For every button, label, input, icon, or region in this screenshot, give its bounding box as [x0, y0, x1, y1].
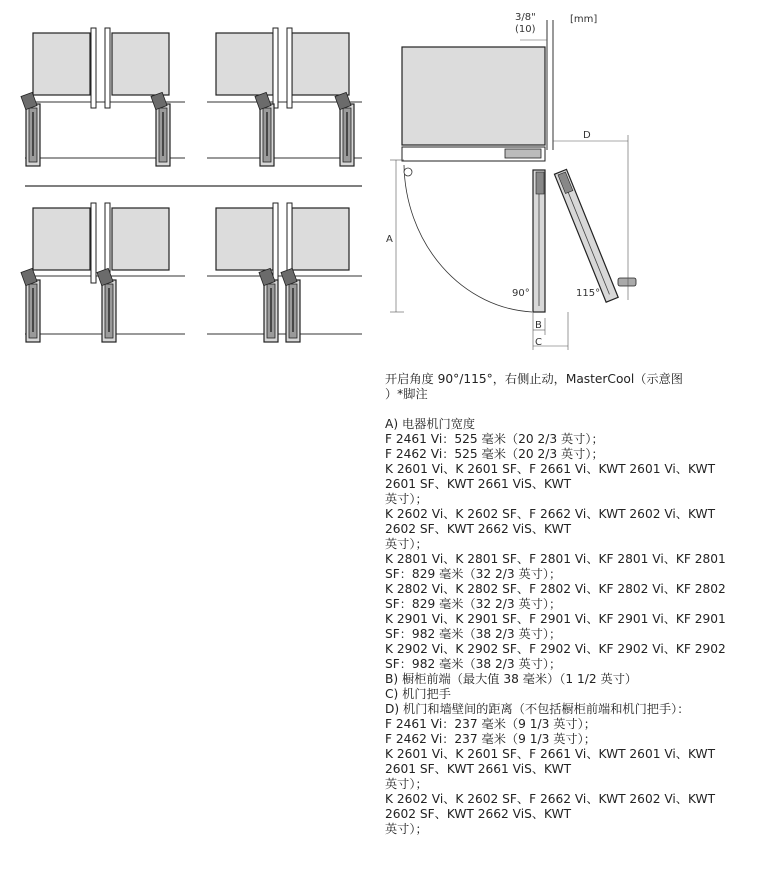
spec-line: K 2601 Vi、K 2601 SF、F 2661 Vi、KWT 2601 Vi、KWT	[385, 747, 716, 761]
spec-line: SF：982 毫米（38 2/3 英寸）；	[385, 657, 562, 671]
spec-line: A) 电器机门宽度	[385, 417, 476, 431]
spec-line: 英寸）；	[385, 777, 428, 791]
spec-line: 2601 SF、KWT 2661 ViS、KWT	[385, 762, 572, 776]
spec-line: K 2902 Vi、K 2902 SF、F 2902 Vi、KF 2902 Vi、KF 2902	[385, 642, 726, 656]
label-mm-value: (10)	[515, 24, 536, 35]
label-a: A	[386, 234, 393, 245]
spec-line: K 2602 Vi、K 2602 SF、F 2662 Vi、KWT 2602 Vi、KWT	[385, 507, 716, 521]
label-inch: 3/8"	[515, 12, 536, 23]
spec-line: K 2602 Vi、K 2602 SF、F 2662 Vi、KWT 2602 Vi、KWT	[385, 792, 716, 806]
caption-line-2: ）*脚注	[385, 387, 428, 401]
spec-line: F 2461 Vi：525 毫米（20 2/3 英寸）；	[385, 432, 604, 446]
label-angle-115: 115°	[576, 288, 601, 299]
diagram-bottom-left	[21, 203, 185, 342]
spec-line: K 2801 Vi、K 2801 SF、F 2801 Vi、KF 2801 Vi、KF 2801	[385, 552, 726, 566]
diagram-top-left	[21, 28, 185, 166]
installation-diagrams	[0, 0, 777, 360]
spec-line: 2602 SF、KWT 2662 ViS、KWT	[385, 522, 572, 536]
spec-line: SF：829 毫米（32 2/3 英寸）；	[385, 567, 562, 581]
label-c: C	[535, 337, 542, 348]
spec-line: SF：982 毫米（38 2/3 英寸）；	[385, 627, 562, 641]
diagram-bottom-right	[207, 203, 362, 342]
label-d: D	[583, 130, 591, 141]
spec-line: F 2461 Vi：237 毫米（9 1/3 英寸）；	[385, 717, 596, 731]
door-opening-drawing	[386, 12, 636, 350]
spec-line: 英寸）；	[385, 492, 428, 506]
spec-line: D) 机门和墙壁间的距离（不包括橱柜前端和机门把手）：	[385, 702, 690, 716]
spec-line: 2602 SF、KWT 2662 ViS、KWT	[385, 807, 572, 821]
diagram-top-right	[207, 28, 362, 166]
label-b: B	[535, 320, 542, 331]
spec-line: 2601 SF、KWT 2661 ViS、KWT	[385, 477, 572, 491]
label-unit: [mm]	[570, 14, 598, 25]
spec-line: 英寸）；	[385, 537, 428, 551]
caption-line-1: 开启角度 90°/115°，右侧止动，MasterCool（示意图	[385, 372, 683, 386]
spec-line: 英寸）；	[385, 822, 428, 836]
spec-line: K 2601 Vi、K 2601 SF、F 2661 Vi、KWT 2601 Vi、KWT	[385, 462, 716, 476]
spec-line: F 2462 Vi：237 毫米（9 1/3 英寸）；	[385, 732, 596, 746]
spec-text	[385, 372, 757, 837]
spec-line: F 2462 Vi：525 毫米（20 2/3 英寸）；	[385, 447, 604, 461]
spec-line: K 2901 Vi、K 2901 SF、F 2901 Vi、KF 2901 Vi、KF 2901	[385, 612, 726, 626]
label-angle-90: 90°	[512, 288, 530, 299]
spec-line: K 2802 Vi、K 2802 SF、F 2802 Vi、KF 2802 Vi、KF 2802	[385, 582, 726, 596]
spec-line: SF：829 毫米（32 2/3 英寸）；	[385, 597, 562, 611]
spec-line: C) 机门把手	[385, 687, 451, 701]
spec-line: B) 橱柜前端（最大值 38 毫米）（1 1/2 英寸）	[385, 672, 638, 686]
